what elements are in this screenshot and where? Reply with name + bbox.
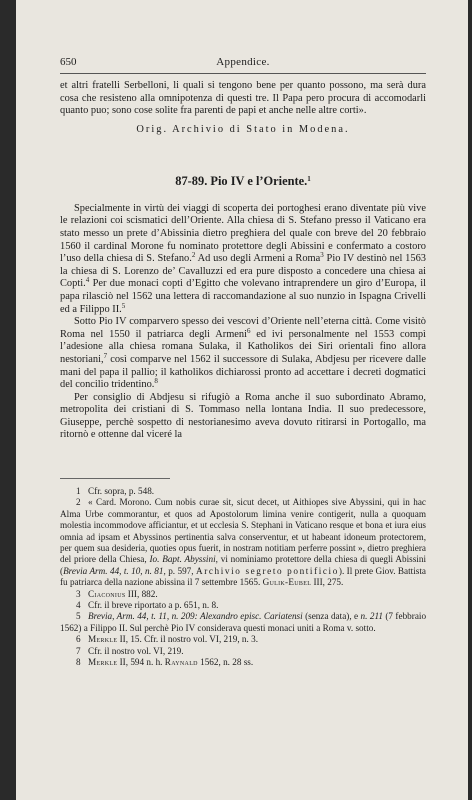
footnote-ref: 7 <box>103 351 108 360</box>
footnote-ref: 8 <box>154 377 158 386</box>
footnote-7: 7 Cfr. il nostro vol. VI, 219. <box>76 645 184 656</box>
archive-source: Orig. Archivio di Stato in Modena. <box>136 123 350 135</box>
paragraph-1: Specialmente in virtù dei viaggi di scoperta dei portoghesi erano diventate più vive le relazioni coi scismatici dell’Oriente. Alla chiesa di S. Stefano presso il Vaticano era stato messo un prete d’Abissinia dietro preghiera del quale con breve del 20 febbraio 1560 il cardinal Morone fu nominato protettore degli Abissini e confermato a costoro l’uso della chiesa di S. Stefano.$^2$ Ad uso degli Armeni a Roma$^3$ Pio IV destinò nel 1563 la chiesa di S. Lorenzo de’ Cavalluzzi ed era pure disposto a concedere una chiesa ai Copti.$^4$ Per due monaci copti d’Egitto che volevano intraprendere un giro d’Europa, il papa rilasciò nel 1562 una lettera di raccomandazione al suo nunzio in Ispagna Crivelli ed a Filippo II.$^5$ <box>60 202 426 315</box>
section-heading <box>60 174 426 189</box>
footnote-rule <box>60 478 170 479</box>
main-text <box>60 80 426 442</box>
running-header <box>60 56 426 70</box>
page-number: 650 <box>60 56 77 68</box>
running-title: Appendice. <box>216 56 270 68</box>
footnote-4: 4 Cfr. il breve riportato a p. 651, n. 8. <box>76 600 219 611</box>
footnote-2: 2 « Card. Morono. Cum nobis curae sit, sicut decet, ut Aithiopes sive Abyssini, qui in hac Alma Urbe commorantur, et quos ad Apostolorum limina venire contigerit, nulla a quoquam molestia incommodove afficiantur, et ut ecclesia S. Stephani in Vaticano resque et bona et iura eius omnia ad ipsam et Abyssinos pertinentia salva conserventur, et ut habeant idoneum protectorem, per quem sua desideria, quoties opus fuerit, in nostram notitiam perferre possint », dietro preghiera del priore della Chiesa, Io. Bapt. Abyssini, vi nominiamo protettore della chiesa di quegli Abissini (Brevia Arm. 44, t. 10, n. 81, p. 597, Archivio segreto pontificio). Il prete Giov. Battista fu patriarca della nazione abissina il 7 settembre 1565. Gulik-Eubel III, 275. <box>60 497 427 588</box>
footnote-1: 1 Cfr. sopra, p. 548. <box>76 486 155 496</box>
footnote-ref: 6 <box>247 326 251 335</box>
footnote-ref: 2 <box>191 251 196 260</box>
footnote-ref: 1 <box>307 174 311 183</box>
paragraph-2: Sotto Pio IV comparvero spesso dei vescovi d’Oriente nell’eterna città. Come visitò Roma nel 1550 il patriarca degli Armeni$^6$ ed ivi personalmente nel 1553 compì l’adesione alla chiesa romana Sulaka, il Katholikos dei Siri orientali fino allora nestoriani,$^7$ così comparve nel 1562 il successore di Sulaka, Abdjesu per ricevere dalle mani del papa il pallio; il katholikos dichiarossi pronto ad accettare i decreti dogmatici del concilio tridentino.$^8$ <box>60 316 426 391</box>
section-title: Pio IV e l’Oriente. <box>210 173 308 188</box>
footnote-ref: 5 <box>121 301 126 310</box>
paragraph-3: Per consiglio di Abdjesu si rifugiò a Roma anche il suo subordinato Abramo, metropolita dei cristiani di S. Tommaso nella lontana India. Il suo predecessore, Giuseppe, perchè sospetto di nestorianesimo aveva dovuto ritirarsi in Portogallo, ma ritornò e ottenne dal viceré la <box>60 391 426 441</box>
page <box>16 0 468 800</box>
footnotes <box>60 486 426 669</box>
footnote-ref: 3 <box>320 251 324 260</box>
section-number: 87-89. <box>175 173 208 188</box>
footnote-5: 5 Brevia, Arm. 44, t. 11, n. 209: Alexandro episc. Cariatensi (senza data), e n. 211 (7 febbraio 1562) a Filippo II. Sul perchè Pio IV considerava questi monaci uniti a Roma v. sotto. <box>60 611 427 633</box>
header-rule <box>60 73 426 74</box>
footnote-6: 6 Merkle II, 15. Cfr. il nostro vol. VI, 219, n. 3. <box>76 634 259 645</box>
continued-paragraph: et altri fratelli Serbelloni, li quali si tengono bene per quanto possono, ma serà dura cosa che resisteno alla omnipotenza di questi tre. Il Papa pero procura di accomodarli quanto puo; sono cose solite fra parenti de papi et anche nelle altre corti». <box>60 80 426 117</box>
footnote-3: 3 Ciaconius III, 882. <box>76 588 158 599</box>
footnote-ref: 4 <box>85 276 90 285</box>
footnote-8: 8 Merkle II, 594 n. h. Raynald 1562, n. 28 ss. <box>76 657 254 668</box>
